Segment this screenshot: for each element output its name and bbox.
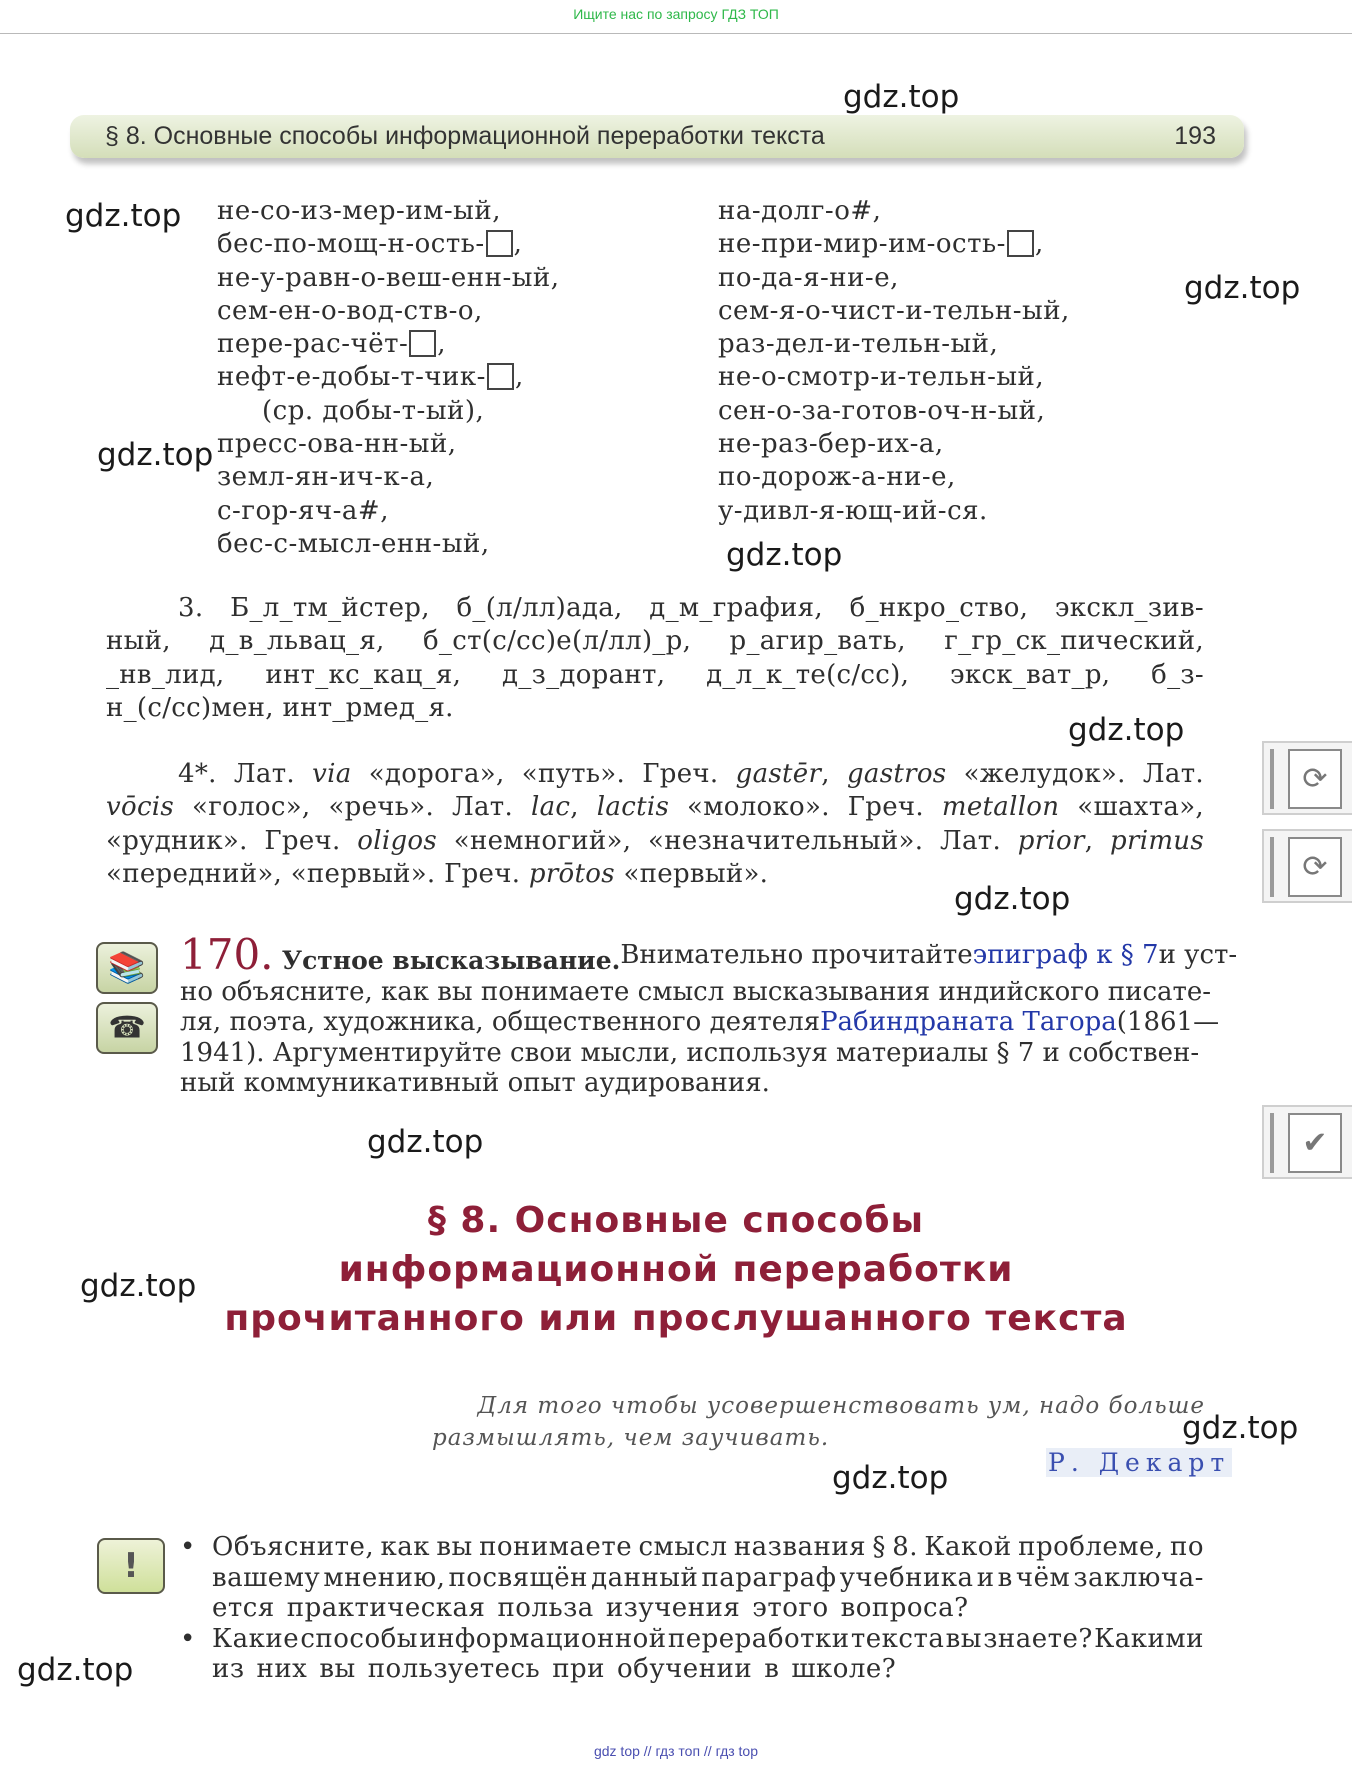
question-word: текста: [850, 1623, 945, 1654]
task-word: [264, 825, 340, 858]
task-word: экскл_зив-: [1054, 593, 1204, 623]
task-word: Б_л_тм_йстер,: [230, 593, 430, 623]
epigraph-line-2: размышлять, чем заучивать.: [432, 1425, 830, 1451]
word-item: [217, 428, 560, 461]
task-line: [106, 825, 1204, 858]
epigraph: [420, 1390, 1205, 1454]
word-text: пере-рас-чёт-: [217, 329, 409, 360]
question-word: вашему: [212, 1562, 321, 1593]
word-part: «передний»,: [106, 858, 283, 889]
task-word: [444, 858, 529, 891]
question-word: способы: [300, 1623, 418, 1654]
word-text: ,: [513, 229, 523, 260]
word-part: «желудок».: [963, 759, 1126, 789]
question-line: [212, 1532, 1204, 1563]
latin-word: primus: [1110, 825, 1204, 856]
button-stripe: [1270, 837, 1274, 897]
question-word: в: [997, 1562, 1013, 1593]
task-word: [454, 825, 632, 858]
task-word: [648, 825, 923, 858]
watermark: gdz.top: [1184, 270, 1301, 306]
word-item: [718, 295, 1070, 328]
word-part: ,: [570, 792, 579, 823]
question-word: знаете?: [983, 1623, 1093, 1654]
task-word: [357, 825, 437, 858]
latin-word: lactis: [596, 792, 670, 823]
question-word: как: [380, 1532, 431, 1562]
exercise-text: но объясните, как вы понимаете смысл высказывания индийского писате-: [180, 976, 1212, 1007]
header-title: § 8. Основные способы информационной переработки текста: [105, 122, 825, 150]
top-banner: [0, 0, 1352, 34]
refresh-button[interactable]: [1262, 741, 1352, 815]
banner-text: Ищите нас по запросу ГДЗ ТОП: [573, 6, 779, 22]
word-part: Лат.: [1142, 759, 1204, 789]
word-text: земл-ян-ич-к-а,: [217, 462, 435, 493]
question-word: и: [976, 1562, 995, 1593]
task-word: [687, 791, 830, 824]
word-item: [217, 195, 560, 228]
word-text: у-дивл-я-ющ-ий-ся.: [718, 495, 988, 526]
task-word: [1143, 758, 1204, 791]
task-word: д_м_графия,: [649, 593, 823, 623]
question-word: учебника: [839, 1562, 974, 1593]
task-line: [106, 592, 1204, 625]
watermark: gdz.top: [954, 881, 1071, 917]
blank-box: [409, 330, 436, 357]
question-word: Какими: [1094, 1623, 1204, 1654]
epigraph-author[interactable]: Р. Декарт: [1048, 1448, 1231, 1477]
refresh-doc-icon: ⟳: [1288, 749, 1342, 809]
watermark: gdz.top: [843, 79, 960, 115]
word-item: [217, 528, 560, 561]
task-word: [291, 858, 444, 891]
word-text: ,: [437, 329, 447, 360]
task-word: б_(л/лл)ада,: [456, 593, 623, 623]
word-part: «рудник».: [106, 825, 248, 856]
exercise-text: 1941). Аргументируйте свои мысли, используя материалы § 7 и собствен-: [180, 1037, 1200, 1068]
question-word: вы: [945, 1623, 982, 1654]
exercise-text: Внимательно прочитайте: [620, 940, 973, 970]
watermark: gdz.top: [65, 198, 182, 234]
question-word: 8.: [892, 1532, 919, 1562]
task-word: _нв_лид,: [106, 659, 225, 690]
latin-word: prior: [1017, 825, 1085, 856]
word-text: (ср. добы-т-ый),: [262, 395, 485, 426]
word-item: [217, 228, 560, 261]
word-item: [718, 395, 1070, 428]
epigraph-link[interactable]: эпиграф к § 7: [972, 940, 1159, 970]
task-word: д_в_львац_я,: [209, 626, 385, 657]
word-item: [217, 328, 560, 361]
task-word: инт_кс_кац_я,: [265, 659, 462, 690]
task-word: [312, 758, 351, 791]
word-item: [217, 461, 560, 494]
task-word: [964, 758, 1126, 791]
task-word: [623, 858, 768, 891]
question-word: обучении: [617, 1654, 753, 1684]
word-text: не-при-мир-им-ость-: [718, 229, 1006, 260]
word-part: «голос»,: [192, 792, 311, 823]
task-word: [192, 791, 311, 824]
word-text: с-гор-яч-а#,: [217, 495, 389, 526]
word-item: [718, 461, 1070, 494]
exercise-170: [180, 930, 1238, 1099]
task-word: [106, 858, 291, 891]
task-word: [848, 791, 924, 824]
word-text: бес-с-мысл-енн-ый,: [217, 528, 490, 559]
exercise-text: ля, поэта, художника, общественного деятеля: [180, 1007, 821, 1037]
bullet: •: [180, 1623, 196, 1654]
latin-word: prōtos: [528, 858, 615, 889]
section-title-line-2: информационной переработки: [338, 1249, 1014, 1290]
task-word: [531, 791, 579, 824]
task-word: н_(с/сс)мен,: [106, 692, 283, 723]
task-word: ный,: [106, 626, 171, 657]
task-line: [106, 692, 1204, 725]
task-word: [234, 758, 295, 791]
task-word: [529, 858, 624, 891]
word-text: бес-по-мощ-н-ость-: [217, 229, 485, 260]
question-line: [212, 1624, 1204, 1655]
word-text: не-со-из-мер-им-ый,: [217, 196, 501, 226]
watermark: gdz.top: [97, 437, 214, 473]
latin-word: gastēr: [735, 759, 822, 789]
task-word: [328, 791, 434, 824]
word-part: «шахта»,: [1077, 792, 1204, 823]
word-item: [718, 262, 1070, 295]
question-word: Какой: [924, 1532, 1012, 1562]
task-word: [847, 758, 946, 791]
blank-box: [1007, 230, 1034, 257]
word-item: [217, 395, 560, 428]
task-word: 3.: [178, 593, 204, 623]
question-word: из: [212, 1654, 245, 1684]
task-word: д_л_к_те(с/сс),: [706, 659, 910, 690]
task-word: [1018, 825, 1094, 858]
button-stripe: [1270, 749, 1274, 809]
exercise-text: ный коммуникативный опыт аудирования.: [180, 1068, 770, 1098]
word-text: не-у-равн-о-веш-енн-ый,: [217, 262, 560, 293]
task-line: [106, 758, 1204, 791]
question-word: польза: [497, 1593, 594, 1623]
task-word: д_з_дорант,: [502, 659, 666, 690]
task-word: инт_рмед_я.: [282, 692, 454, 723]
watermark: gdz.top: [726, 537, 843, 573]
bullet: •: [180, 1532, 196, 1562]
word-part: Греч.: [642, 759, 719, 789]
word-text: нефт-е-добы-т-чик-: [217, 362, 486, 393]
question-word: школе?: [791, 1654, 897, 1684]
word-part: «дорога»,: [368, 759, 505, 789]
latin-word: vōcis: [106, 792, 175, 823]
question-word: посвящён: [448, 1562, 588, 1593]
task-4: [106, 758, 1204, 891]
word-part: Лат.: [233, 759, 295, 789]
question-word: по: [1170, 1532, 1204, 1562]
task-word: [1110, 825, 1204, 858]
task-word: [642, 758, 718, 791]
task-line: [106, 625, 1204, 658]
check-doc-icon: ✔: [1288, 1113, 1342, 1173]
question-line: [212, 1593, 1204, 1624]
word-text: сем-я-о-чист-и-тельн-ый,: [718, 295, 1070, 326]
question-word: при: [552, 1654, 606, 1684]
task-word: [940, 825, 1001, 858]
latin-word: metallon: [941, 792, 1060, 823]
watermark: gdz.top: [832, 1460, 949, 1496]
question-line: [212, 1654, 1204, 1685]
task-word: экск_ват_р,: [949, 659, 1111, 690]
task-word: [452, 791, 513, 824]
task-word: [106, 791, 174, 824]
questions-list: [180, 1532, 1204, 1685]
tagore-link[interactable]: Рабиндраната Тагора: [820, 1007, 1117, 1037]
word-text: по-да-я-ни-е,: [718, 262, 899, 293]
word-item: [217, 495, 560, 528]
latin-word: gastros: [846, 759, 947, 789]
task-word: г_гр_ск_пический,: [944, 626, 1204, 657]
refresh-doc-icon: ⟳: [1288, 837, 1342, 897]
word-part: «путь».: [521, 759, 626, 789]
question-line: [212, 1563, 1204, 1594]
question-word: переработки: [667, 1623, 850, 1654]
question-word: мнению,: [323, 1562, 446, 1593]
word-item: [718, 328, 1070, 361]
word-part: «незначительный».: [648, 825, 924, 856]
question-word: параграф: [701, 1562, 837, 1593]
question-word: вопроса?: [840, 1593, 969, 1623]
question-word: §: [872, 1532, 886, 1562]
watermark: gdz.top: [367, 1124, 484, 1160]
question-word: понимаете: [479, 1532, 633, 1562]
word-part: «немногий»,: [453, 825, 632, 856]
word-item: [718, 495, 1070, 528]
word-text: пресс-ова-нн-ый,: [217, 429, 457, 460]
question-word: практическая: [286, 1593, 486, 1623]
question-word: Какие: [212, 1623, 300, 1654]
word-part: Лат.: [939, 825, 1002, 856]
word-item: [217, 262, 560, 295]
blank-box: [487, 363, 514, 390]
word-text: сем-ен-о-вод-ств-о,: [217, 295, 483, 326]
word-column-right: [718, 195, 1070, 528]
word-part: «речь».: [328, 792, 435, 823]
task-word: [522, 758, 625, 791]
word-part: ,: [821, 759, 830, 789]
task-word: [736, 758, 830, 791]
watermark: gdz.top: [1182, 1410, 1299, 1446]
latin-word: oligos: [357, 825, 438, 856]
word-text: ,: [1034, 229, 1044, 260]
word-part: «первый».: [290, 858, 436, 889]
task-word: [597, 791, 669, 824]
question-word: изучения: [605, 1593, 741, 1623]
word-item: [217, 361, 560, 394]
word-part: «молоко».: [687, 792, 830, 823]
word-text: ,: [514, 362, 524, 393]
footer: gdz top // гдз топ // гдз top: [593, 1743, 759, 1759]
word-item: [718, 195, 1070, 228]
question-word: вы: [436, 1532, 473, 1562]
word-text: не-раз-бер-их-а,: [718, 429, 944, 460]
exercise-title: Устное высказывание.: [281, 946, 621, 975]
task-word: р_агир_вать,: [729, 626, 906, 657]
task-3: [106, 592, 1204, 725]
phone-icon: ☎: [96, 1002, 158, 1054]
latin-word: via: [312, 759, 352, 789]
books-icon: 📚: [96, 942, 158, 994]
page-number: 193: [1174, 122, 1216, 150]
task-word: [369, 758, 505, 791]
question-item: [180, 1624, 1204, 1685]
page-header: [70, 115, 1244, 158]
task-word: [106, 825, 248, 858]
question-word: проблеме,: [1018, 1532, 1164, 1562]
epigraph-line-1: Для того чтобы усовершенствовать ум, надо больше: [477, 1393, 1205, 1419]
task-word: б_з-: [1151, 659, 1204, 690]
question-word: чём: [1015, 1562, 1071, 1593]
word-part: Греч.: [847, 792, 924, 823]
word-text: раз-дел-и-тельн-ый,: [718, 329, 999, 360]
watermark: gdz.top: [17, 1652, 134, 1688]
question-word: ется: [212, 1593, 275, 1623]
check-button[interactable]: [1262, 1105, 1352, 1179]
word-part: 4*.: [178, 759, 217, 789]
watermark: gdz.top: [1068, 712, 1185, 748]
task-word: [1077, 791, 1204, 824]
question-word: смысл: [638, 1532, 728, 1562]
task-word: [942, 791, 1059, 824]
question-word: заключа-: [1073, 1562, 1204, 1593]
word-item: [718, 228, 1070, 261]
question-word: данный: [591, 1562, 699, 1593]
question-word: этого: [752, 1593, 829, 1623]
task-word: б_нкро_ство,: [849, 593, 1029, 623]
task-line: [106, 791, 1204, 824]
question-word: в: [764, 1654, 780, 1684]
exclamation-icon: !: [97, 1538, 165, 1594]
question-item: [180, 1532, 1204, 1624]
question-word: информационной: [419, 1623, 667, 1654]
word-text: по-дорож-а-ни-е,: [718, 462, 956, 493]
latin-word: lac: [530, 792, 571, 823]
exercise-text: и уст-: [1158, 940, 1238, 970]
task-line: [106, 659, 1204, 692]
section-title-line-3: прочитанного или прослушанного текста: [224, 1298, 1128, 1339]
blank-box: [486, 230, 513, 257]
word-part: Греч.: [444, 858, 521, 889]
question-word: вы: [319, 1654, 356, 1684]
refresh-button[interactable]: [1262, 829, 1352, 903]
exercise-text: (1861—: [1116, 1007, 1220, 1037]
exercise-number: 170.: [180, 930, 274, 979]
word-item: [718, 361, 1070, 394]
question-word: названия: [733, 1532, 867, 1562]
word-text: не-о-смотр-и-тельн-ый,: [718, 362, 1045, 393]
word-part: Греч.: [264, 825, 341, 856]
watermark: gdz.top: [80, 1268, 197, 1304]
question-word: пользуетесь: [367, 1654, 541, 1684]
task-word: [178, 758, 217, 791]
task-word: б_ст(с/сс)е(л/лл)_р,: [422, 626, 692, 657]
task-line: [106, 858, 1204, 891]
word-column-left: [217, 195, 560, 561]
word-part: Лат.: [451, 792, 514, 823]
section-title-line-1: § 8. Основные способы: [427, 1200, 925, 1241]
word-item: [217, 295, 560, 328]
word-part: «первый».: [623, 858, 769, 889]
word-item: [718, 428, 1070, 461]
word-text: сен-о-за-готов-оч-н-ый,: [718, 395, 1046, 426]
button-stripe: [1270, 1113, 1274, 1173]
question-word: них: [256, 1654, 308, 1684]
word-text: на-долг-о#,: [718, 196, 882, 226]
question-word: Объясните,: [212, 1532, 375, 1562]
word-part: ,: [1084, 825, 1094, 856]
